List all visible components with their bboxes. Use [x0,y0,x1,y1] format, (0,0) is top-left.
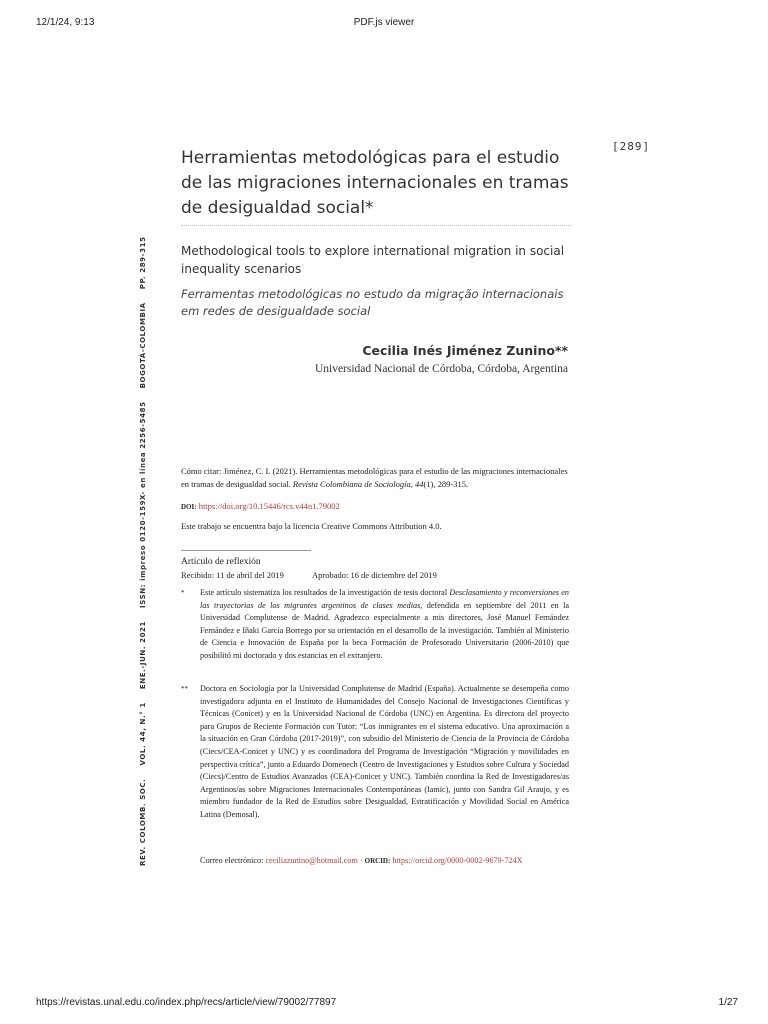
citation-prefix: Cómo citar: Jiménez, C. I. (2021). Herramientas metodológicas para el estudio de las migraciones internacionales en tramas de desigualdad social. [181,466,568,489]
author-name: Cecilia Inés Jiménez Zunino** [362,343,568,358]
article-title-es: Herramientas metodológicas para el estudio de las migraciones internacionales en tramas de desigualdad social* [181,148,569,218]
article-type: Artículo de reflexión [181,557,261,567]
footnote-1-part2: , defendida en septiembre del 2011 en la Universidad Complutense de Madrid. Agradezco especialmente a mis directores, José Manuel Fernández Fernández e Iñaki García Borrego por su orientación en el desarrollo de la investigación. También al Ministerio de Ciencia e Innovación de España por la beca Formación de Profesorado Universitario (2006-2010) que posibilitó mi doctorado y dos estancias en el extranjero. [200,600,569,660]
footnote-1-thesis-title: Desclasamiento y reconversiones en las trayectorias de los migrantes argentinos de clases medias [200,588,570,610]
print-title: PDF.js viewer [353,17,415,28]
footnote-1-part1: Este artículo sistematiza los resultados de la investigación de tesis doctoral [200,588,450,597]
section-rule [181,550,311,551]
page-number: [289] [612,140,651,153]
side-pages: PP. 289-315 [139,236,147,290]
footnote-1-body [200,587,569,663]
orcid-link[interactable]: https://orcid.org/0000-0002-9679-724X [392,856,523,865]
print-header [0,17,768,31]
license-note: Este trabajo se encuentra bajo la licencia Creative Commons Attribution 4.0. [181,521,442,531]
print-page-count: 1/27 [718,997,738,1008]
orcid-label: ORCID: [364,857,391,865]
email-label: Correo electrónico: [200,856,266,865]
doi-label: DOI: [181,503,197,511]
title-divider [181,225,571,226]
citation-journal: Revista Colombiana de Sociología, 44 [292,479,424,489]
author-affiliation: Universidad Nacional de Córdoba, Córdoba, Argentina [314,363,568,375]
doi-link[interactable]: https://doi.org/10.15446/rcs.v44n1.79002 [198,501,340,511]
contact-line: Correo electrónico: ceciliazunino@hotmail.com · ORCID: https://orcid.org/0000-0002-9679-724X [200,856,523,865]
how-to-cite [181,465,569,491]
citation-suffix: (1), 289-315. [423,479,469,489]
footnote-2-mark: ** [181,685,188,693]
journal-side-info [139,236,147,866]
print-datetime: 12/1/24, 9:13 [36,17,95,28]
received-date: Recibido: 11 de abril del 2019 [181,570,284,580]
email-link[interactable]: ceciliazunino@hotmail.com [265,856,358,865]
side-city: BOGOTÁ-COLOMBIA [139,302,147,389]
footnote-1-mark: * [181,589,185,597]
approved-date: Aprobado: 16 de diciembre del 2019 [311,570,437,580]
article-title-pt: Ferramentas metodológicas no estudo da migração internacionais em redes de desigualdade social [181,287,564,318]
article-dates [181,570,569,580]
footnote-2-body: Doctora en Sociología por la Universidad Complutense de Madrid (España). Actualmente se desempeña como investigadora adjunta en el Instituto de Humanidades del Consejo Nacional de Investigaciones Científicas y Técnicas (Conicet) y en la Universidad Nacional de Córdoba (UNC) en Argentina. Es directora del proyecto para Grupos de Reciente Formación con Tutor: “Los inmigrantes en el sistema educativo. Una aproximación a la situación en Gran Córdoba (2017-2019)”, con subsidio del Ministerio de Ciencia de la Provincia de Córdoba (Ciecs/CEA-Conicet y UNC) y es coordinadora del Programa de Investigación “Migración y movilidades en perspectiva crítica”, junto a Eduardo Domenech (Centro de Investigaciones y Estudios sobre Cultura y Sociedad (Ciecs)/Centro de Estudios Avanzados (CEA)-Conicet y UNC). También coordina la Red de Investigadores/as Argentinos/as sobre Migraciones Internacionales Contemporáneas (Iamic), junto con Sandra Gil Araujo, y es miembro fundador de la Red de Estudios sobre Desigualdad, Estratificación y Movilidad Social en América Latina (Demosal). [200,684,569,819]
footnote-2 [181,683,569,822]
side-issn: ISSN: impreso 0120-159X- en línea 2256-5485 [139,401,147,608]
side-period: ENE.-JUN. 2021 [139,620,147,690]
side-volume: VOL. 44, N.° 1 [139,702,147,766]
footnote-1 [181,587,569,663]
article-title-en: Methodological tools to explore international migration in social inequality scenarios [181,244,565,276]
side-journal: REV. COLOMB. SOC. [139,778,147,866]
print-url: https://revistas.unal.edu.co/index.php/recs/article/view/79002/77897 [36,997,337,1008]
doi-line [181,501,569,511]
